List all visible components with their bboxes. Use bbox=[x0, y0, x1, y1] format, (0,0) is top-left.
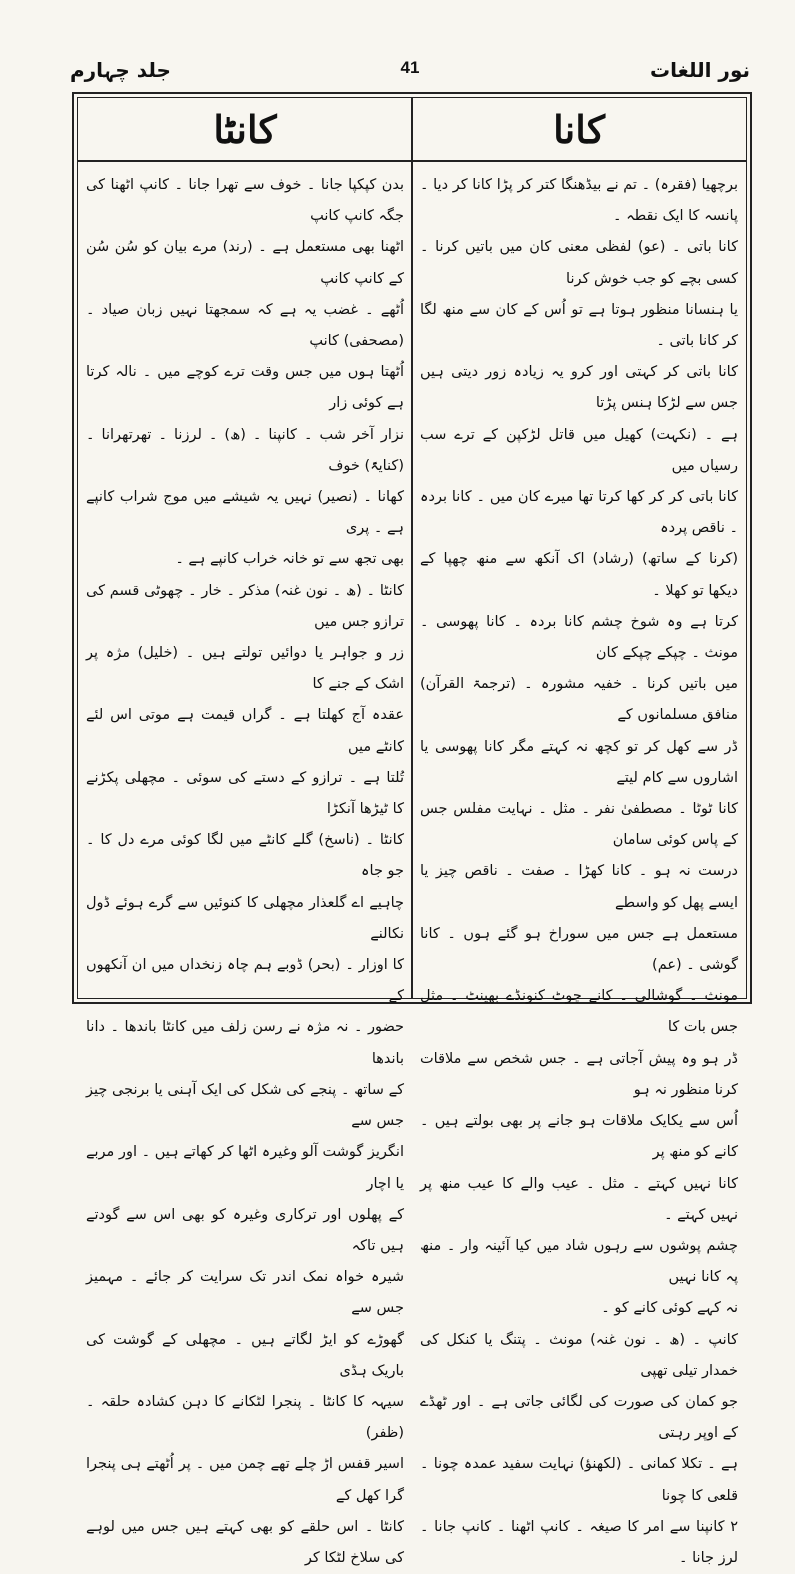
text-line: سیہہ کا کانٹا ۔ پنجرا لٹکانے کا دہن کشادہ حلقہ ۔ (ظفر) bbox=[86, 1393, 404, 1442]
text-line: کھانا ۔ (نصیر) نہیں یہ شیشے میں موج شراب کانپے ہے ۔ پری bbox=[86, 489, 404, 537]
text-line: کانا نہیں کہتے ۔ مثل ۔ عیب والے کا عیب منھ پر نہیں کہتے ۔ bbox=[420, 1175, 738, 1223]
text-line: مستعمل ہے جس میں سوراخ ہو گئے ہوں ۔ کانا گوشی ۔ (عم) bbox=[420, 925, 738, 974]
text-line: حضور ۔ نہ مژہ نے رسن زلف میں کانٹا باندھا ۔ دانا باندھا bbox=[86, 1019, 404, 1067]
text-line: کے پھلوں اور ترکاری وغیرہ کو بھی اس سے گودتے ہیں تاکہ bbox=[86, 1206, 404, 1254]
page-frame bbox=[72, 92, 752, 1566]
running-head bbox=[70, 58, 750, 88]
text-line: ۲ کانپنا سے امر کا صیغہ ۔ کانپ اٹھنا ۔ کانپ جانا ۔ لرز جانا ۔ bbox=[420, 1518, 738, 1566]
text-line: جو کمان کی صورت کی لگائی جاتی ہے ۔ اور ٹھڈے کے اوپر رہتی bbox=[420, 1393, 738, 1442]
text-line: کانا باتی کر کہتی اور کرو یہ زیادہ زور دیتی ہیں جس سے لڑکا ہنس پڑتا bbox=[420, 364, 738, 412]
volume-label: جلد چہارم bbox=[70, 58, 171, 82]
left-column-text bbox=[86, 170, 404, 1566]
text-line: اُٹھتا ہوں میں جس وقت ترے کوچے میں ۔ نالہ کرتا ہے کوئی زار bbox=[86, 364, 404, 412]
text-line: ہے ۔ تکلا کمانی ۔ (لکھنؤ) نہایت سفید عمدہ چونا ۔ قلعی کا چونا bbox=[420, 1456, 738, 1504]
page-number: 41 bbox=[400, 58, 420, 77]
text-line: ڈر ہو وہ پیش آجاتی ہے ۔ جس شخص سے ملاقات کرنا منظور نہ ہو bbox=[420, 1050, 738, 1098]
text-line: کانا باتی ۔ (عو) لفظی معنی کان میں باتیں کرنا ۔ کسی بچے کو جب خوش کرنا bbox=[420, 239, 738, 287]
text-line: کانٹا ۔ (ھ ۔ نون غنہ) مذکر ۔ خار ۔ چھوٹی قسم کی ترازو جس میں bbox=[86, 582, 404, 630]
text-line: نہ کہے کوئی کانے کو ۔ bbox=[601, 1300, 738, 1317]
column-divider bbox=[411, 98, 413, 998]
text-line: اٹھنا بھی مستعمل ہے ۔ (رند) مرے بیان کو سُن سُن کے کانپ کانپ bbox=[86, 239, 404, 287]
text-line: گھوڑے کو ایڑ لگاتے ہیں ۔ مچھلی کے گوشت کی باریک ہڈی bbox=[86, 1331, 404, 1379]
text-line: عقدہ آج کھلتا ہے ۔ گراں قیمت ہے موتی اس لئے کانٹے میں bbox=[86, 707, 404, 755]
text-line: کے ساتھ ۔ پنجے کی شکل کی ایک آہنی یا برنجی چیز جس سے bbox=[86, 1081, 404, 1130]
text-line: نزار آخر شب ۔ کانپنا ۔ (ھ) ۔ لرزنا ۔ تھرتھرانا ۔ (کنایۃً) خوف bbox=[86, 426, 404, 474]
left-column-heading: کانٹا bbox=[213, 106, 277, 152]
text-line: چشم پوشوں سے رہوں شاد میں کیا آئینہ وار ۔ منھ پہ کانا نہیں bbox=[420, 1237, 738, 1286]
text-line: ڈر سے کھل کر تو کچھ نہ کہتے مگر کانا پھوسی یا اشاروں سے کام لیتے bbox=[420, 738, 738, 786]
text-line: بھی تجھ سے تو خانہ خراب کانپے ہے ۔ bbox=[175, 551, 404, 568]
text-line: شیرہ خواہ نمک اندر تک سرایت کر جائے ۔ مہمیز جس سے bbox=[86, 1269, 404, 1317]
text-line: کرتا ہے وہ شوخ چشم کانا بردہ ۔ کانا پھوسی ۔ مونث ۔ چپکے چپکے کان bbox=[420, 613, 738, 662]
text-line: چاہیے اے گلعذار مچھلی کا کنوئیں سے گرے ہوئے ڈول نکالنے bbox=[86, 894, 404, 942]
text-line: انگریز گوشت آلو وغیرہ اٹھا کر کھاتے ہیں ۔ اور مربے یا اچار bbox=[86, 1144, 404, 1192]
book-title: نور اللغات bbox=[650, 58, 750, 82]
text-line: درست نہ ہو ۔ کانا کھڑا ۔ صفت ۔ ناقص چیز یا ایسے پھل کو واسطے bbox=[420, 863, 738, 911]
text-line: مونث ۔ گوشالی ۔ کانے چوٹ کنونڈے بھینٹ ۔ مثل جس بات کا bbox=[420, 988, 738, 1036]
right-column-text bbox=[420, 170, 738, 1566]
text-line: کانا باتی کر کر کھا کرتا تھا میرے کان میں ۔ کانا بردہ ۔ ناقص پردہ bbox=[420, 489, 738, 537]
text-line: زر و جواہر یا دوائیں تولتے ہیں ۔ (خلیل) مژہ پر اشک کے جنے کا bbox=[86, 645, 404, 693]
text-line: اُس سے یکایک ملاقات ہو جانے پر بھی بولتے ہیں ۔ کانے کو منھ پر bbox=[420, 1113, 738, 1161]
right-column-heading: کانا bbox=[553, 106, 605, 152]
text-line: بدن کپکپا جانا ۔ خوف سے تھرا جانا ۔ کانپ اٹھنا کی جگہ کانپ کانپ bbox=[86, 177, 404, 225]
text-line: میں باتیں کرنا ۔ خفیہ مشورہ ۔ (ترجمۃ القرآن) منافق مسلمانوں کے bbox=[420, 676, 738, 724]
text-line: کانٹا ۔ اس حلقے کو بھی کہتے ہیں جس میں لوہے کی سلاخ لٹکا کر bbox=[86, 1518, 404, 1566]
text-line: برچھیا (فقرہ) ۔ تم نے بیڈھنگا کتر کر پڑا کانا کر دیا ۔ پانسہ کا ایک نقطہ ۔ bbox=[420, 177, 738, 225]
page-frame-inner bbox=[77, 97, 747, 1566]
text-line: اسیر قفس اڑ چلے تھے چمن میں ۔ پر اُٹھتے ہی پنجرا گرا کھل کے bbox=[86, 1456, 404, 1504]
text-line: ہے ۔ (نکہت) کھیل میں قاتل لڑکپن کے ترے سب رسیاں میں bbox=[420, 426, 738, 474]
text-line: یا ہنسانا منظور ہوتا ہے تو اُس کے کان سے منھ لگا کر کانا باتی ۔ bbox=[420, 301, 738, 350]
text-line: اُٹھے ۔ غضب یہ ہے کہ سمجھتا نہیں زبان صیاد ۔ (مصحفی) کانپ bbox=[86, 301, 404, 350]
text-line: (کرنا کے ساتھ) (رشاد) اک آنکھ سے منھ چھپا کے دیکھا تو کھلا ۔ bbox=[420, 551, 738, 599]
text-line: کانا ٹوٹا ۔ مصطفیٰ نفر ۔ مثل ۔ نہایت مفلس جس کے پاس کوئی سامان bbox=[420, 801, 738, 849]
text-line: کانپ ۔ (ھ ۔ نون غنہ) مونث ۔ پتنگ یا کنکل کی خمدار تیلی تھپی bbox=[420, 1331, 738, 1379]
text-line: کانٹا ۔ (ناسخ) گلے کانٹے میں لگا کوئی مرے دل کا ۔ جو جاہ bbox=[86, 832, 404, 880]
text-line: تُلتا ہے ۔ ترازو کے دستے کی سوئی ۔ مچھلی پکڑنے کا ٹیڑھا آنکڑا bbox=[86, 769, 404, 818]
text-line: کا اوزار ۔ (بحر) ڈوبے ہم چاہ زنخداں میں ان آنکھوں کے bbox=[86, 957, 404, 1005]
